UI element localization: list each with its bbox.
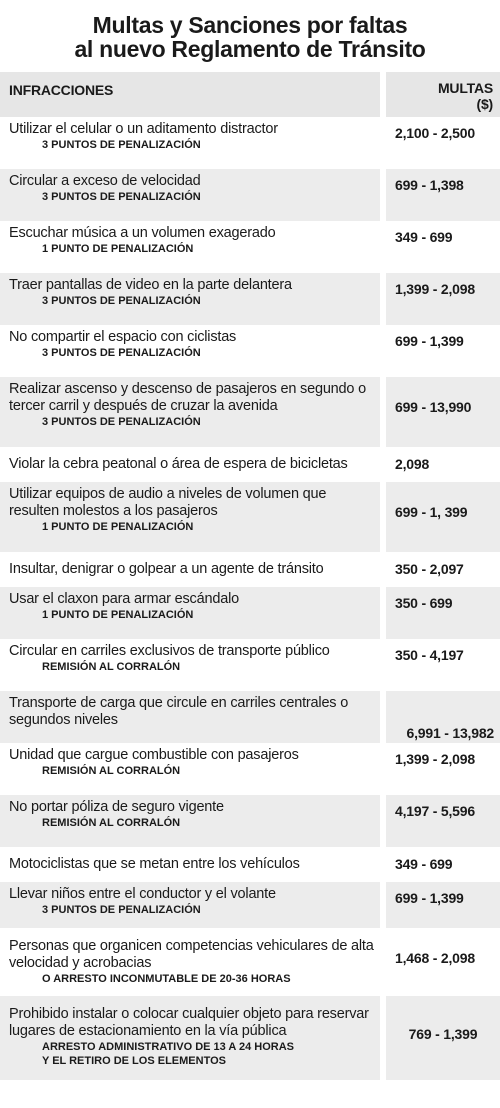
- infraction-penalty: 1 PUNTO DE PENALIZACIÓN: [42, 521, 194, 533]
- infraction-penalty: 3 PUNTOS DE PENALIZACIÓN: [42, 347, 201, 359]
- infraction-description: Escuchar música a un volumen exagerado: [9, 225, 276, 241]
- table-row: [0, 377, 500, 447]
- infraction-penalty-extra: Y EL RETIRO DE LOS ELEMENTOS: [42, 1055, 226, 1067]
- header-multas-label: MULTAS: [437, 80, 493, 96]
- infraction-cell: [0, 447, 380, 482]
- fine-amount: 1,468 - 2,098: [395, 950, 475, 966]
- header-multas: [386, 72, 500, 117]
- fine-amount: 699 - 1, 399: [386, 482, 500, 552]
- infraction-cell: [0, 117, 380, 169]
- fine-amount: 699 - 13,990: [386, 377, 500, 447]
- infraction-description: Circular a exceso de velocidad: [9, 173, 201, 189]
- table-row: [0, 221, 500, 273]
- table-row: [0, 169, 500, 221]
- infraction-cell: [0, 743, 380, 795]
- table-row: [0, 117, 500, 169]
- infraction-description: Realizar ascenso y descenso de pasajeros en segundo o tercer carril y después de cruzar la avenida: [9, 381, 366, 414]
- fine-amount: 699 - 1,398: [386, 169, 500, 221]
- fine-amount: 350 - 699: [386, 587, 500, 639]
- infraction-penalty: 3 PUNTOS DE PENALIZACIÓN: [42, 416, 201, 428]
- infraction-cell: [0, 221, 380, 273]
- infraction-description: Motociclistas que se metan entre los vehículos: [9, 856, 300, 872]
- infraction-description: Usar el claxon para armar escándalo: [9, 591, 239, 607]
- infraction-penalty: 3 PUNTOS DE PENALIZACIÓN: [42, 139, 201, 151]
- fine-amount: 1,399 - 2,098: [386, 273, 500, 325]
- fine-amount: 769 - 1,399: [386, 996, 500, 1080]
- fine-amount: 349 - 699: [395, 229, 453, 245]
- table-row: [0, 691, 500, 743]
- infraction-cell: [0, 928, 380, 996]
- table-row: [0, 552, 500, 587]
- infraction-cell: [0, 325, 380, 377]
- infraction-penalty: REMISIÓN AL CORRALÓN: [42, 765, 181, 777]
- infraction-cell: [0, 377, 380, 447]
- infraction-penalty: 3 PUNTOS DE PENALIZACIÓN: [42, 904, 201, 916]
- fine-amount: 699 - 1,399: [395, 333, 464, 349]
- infraction-description: Utilizar equipos de audio a niveles de volumen que resulten molestos a los pasajeros: [9, 486, 327, 519]
- infraction-cell: [0, 639, 380, 691]
- table-row: [0, 996, 500, 1080]
- fine-amount: 4,197 - 5,596: [386, 795, 500, 847]
- table-row: [0, 847, 500, 882]
- infraction-cell: [0, 847, 380, 882]
- infraction-cell: [0, 273, 380, 325]
- header-currency: ($): [476, 96, 493, 112]
- infraction-cell: [0, 996, 380, 1080]
- table-row: [0, 639, 500, 691]
- table-row: [0, 273, 500, 325]
- infraction-penalty: ARRESTO ADMINISTRATIVO DE 13 A 24 HORAS: [42, 1041, 295, 1053]
- infraction-description: Transporte de carga que circule en carriles centrales o segundos niveles: [9, 695, 349, 728]
- fine-amount: 2,100 - 2,500: [395, 125, 475, 141]
- infraction-description: Insultar, denigrar o golpear a un agente de tránsito: [9, 561, 324, 577]
- infraction-penalty: REMISIÓN AL CORRALÓN: [42, 661, 181, 673]
- infraction-description: Circular en carriles exclusivos de transporte público: [9, 643, 330, 659]
- table-row: [0, 795, 500, 847]
- infraction-description: Llevar niños entre el conductor y el volante: [9, 886, 276, 902]
- infraction-description: No portar póliza de seguro vigente: [9, 799, 224, 815]
- table-row: [0, 587, 500, 639]
- fine-amount: 699 - 1,399: [386, 882, 500, 928]
- infraction-penalty: REMISIÓN AL CORRALÓN: [42, 817, 181, 829]
- infraction-description: Prohibido instalar o colocar cualquier objeto para reservar lugares de estacionamiento en la vía pública: [9, 1006, 369, 1039]
- table-row: [0, 482, 500, 552]
- table-row: [0, 447, 500, 482]
- infraction-cell: [0, 795, 380, 847]
- fine-amount: 350 - 4,197: [395, 647, 464, 663]
- infraction-penalty: 1 PUNTO DE PENALIZACIÓN: [42, 243, 194, 255]
- title-line-2: al nuevo Reglamento de Tránsito: [74, 36, 426, 62]
- infraction-cell: [0, 169, 380, 221]
- table-row: [0, 882, 500, 928]
- table-header: [0, 72, 500, 117]
- infraction-penalty: 3 PUNTOS DE PENALIZACIÓN: [42, 295, 201, 307]
- table-row: [0, 325, 500, 377]
- infraction-penalty: 1 PUNTO DE PENALIZACIÓN: [42, 609, 194, 621]
- page-title: [0, 0, 500, 72]
- title-line-1: Multas y Sanciones por faltas: [92, 12, 408, 38]
- fine-amount: 350 - 2,097: [395, 561, 464, 577]
- fine-amount: 2,098: [395, 456, 430, 472]
- infraction-penalty: 3 PUNTOS DE PENALIZACIÓN: [42, 191, 201, 203]
- infraction-description: Unidad que cargue combustible con pasajeros: [9, 747, 299, 763]
- infraction-cell: [0, 587, 380, 639]
- infraction-cell: [0, 882, 380, 928]
- infraction-penalty: O ARRESTO INCONMUTABLE DE 20-36 HORAS: [42, 973, 291, 985]
- infraction-cell: [0, 482, 380, 552]
- fine-amount: 1,399 - 2,098: [395, 751, 475, 767]
- fine-amount: 349 - 699: [395, 856, 453, 872]
- infraction-description: Utilizar el celular o un aditamento distractor: [9, 121, 278, 137]
- header-infracciones: INFRACCIONES: [0, 72, 380, 117]
- infraction-cell: [0, 552, 380, 587]
- infraction-description: Traer pantallas de video en la parte delantera: [9, 277, 292, 293]
- infraction-cell: [0, 691, 380, 743]
- fine-amount: 6,991 - 13,982: [386, 691, 500, 743]
- infraction-description: Violar la cebra peatonal o área de espera de bicicletas: [9, 456, 348, 472]
- infraction-description: No compartir el espacio con ciclistas: [9, 329, 237, 345]
- table-row: [0, 743, 500, 795]
- infraction-description: Personas que organicen competencias vehiculares de alta velocidad y acrobacias: [9, 938, 374, 971]
- table-row: [0, 928, 500, 996]
